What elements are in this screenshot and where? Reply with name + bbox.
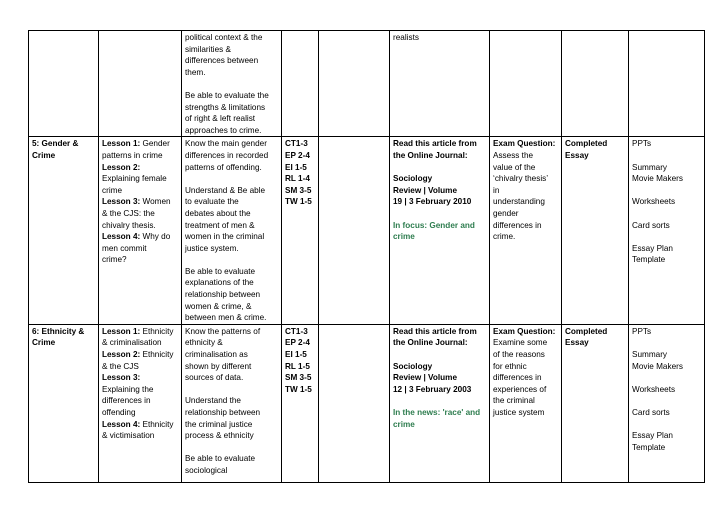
reading-line: 12 | 3 February 2003 [393,384,472,394]
homework-line: Essay [565,338,589,348]
reading-cell [390,324,490,482]
blank-cell [319,31,390,137]
lesson-line [102,384,178,396]
lesson-text: Why do [140,232,171,242]
skill-code: SM 3-5 [285,185,312,195]
lesson-text: patterns in crime [102,150,163,160]
exam-question-text [493,150,558,243]
exam-line: ‘chivalry thesis’ [493,174,549,184]
lesson-line [102,372,178,384]
objective-line: Understand & Be able [185,185,266,195]
lesson-line [102,430,178,442]
topic-line: 5: Gender & [32,139,79,149]
lesson-label: Lesson 1: [102,326,141,336]
lesson-line [102,361,178,373]
lesson-text: Ethnicity [140,350,174,360]
table-row-ethnicity [29,324,705,482]
objectives-para-1 [185,326,278,384]
reading-article-title [393,220,486,243]
lesson-line [102,162,178,174]
objective-line: criminalisation as [185,350,248,360]
topic-line: 6: Ethnicity & [32,326,85,336]
lesson-line [102,254,178,266]
reading-line: Sociology [393,361,433,371]
homework-line: Essay [565,150,589,160]
skill-code: CT1-3 [285,139,308,149]
resource-item: Movie Makers [632,361,683,371]
objectives-para-1 [185,138,278,173]
lesson-line [102,337,178,349]
skill-code: RL 1-5 [285,361,310,371]
lesson-line [102,349,178,361]
lesson-label: Lesson 4: [102,232,141,242]
skills-list [285,138,315,208]
reading-line: Sociology [393,174,433,184]
lesson-text: crime? [102,255,127,265]
resource-item: Summary [632,162,668,172]
skills-cell [282,31,319,137]
lesson-text: Explaining the [102,384,154,394]
objective-line: explanations of the [185,278,254,288]
topic-line: Crime [32,150,56,160]
exam-line: differences in [493,220,542,230]
resource-item: Movie Makers [632,174,683,184]
objective-line: Be able to evaluate [185,266,256,276]
reading-cell [390,137,490,325]
lesson-text: Ethnicity [140,419,174,429]
exam-cell [490,324,562,482]
lesson-text: & the CJS: the [102,208,155,218]
objectives-para-3 [185,453,278,476]
resource-item: Template [632,442,666,452]
objective-line: relationship between [185,290,261,300]
topic-cell [29,324,99,482]
exam-line: for ethnic [493,361,527,371]
objective-line: differences in recorded [185,150,269,160]
lesson-text: & criminalisation [102,338,162,348]
lesson-text: Explaining female [102,174,167,184]
exam-line: experiences of [493,384,547,394]
skill-code: EI 1-5 [285,162,307,172]
homework-text [565,138,625,161]
reading-line: 19 | 3 February 2010 [393,197,472,207]
lessons-cell [99,324,182,482]
lesson-line [102,231,178,243]
objective-line: debates about the [185,208,251,218]
skills-cell [282,324,319,482]
reading-line: crime [393,232,415,242]
lesson-line [102,138,178,150]
lesson-line [102,407,178,419]
resources-list [632,326,701,454]
reading-line: Read this article from [393,139,477,149]
lesson-line [102,220,178,232]
exam-line: differences in [493,373,542,383]
topic-cell [29,137,99,325]
resource-item: PPTs [632,139,652,149]
lesson-line [102,243,178,255]
resource-item: Essay Plan [632,431,673,441]
reading-line: Review | Volume [393,185,458,195]
resource-item: Summary [632,350,668,360]
exam-line: understanding [493,197,545,207]
objective-line: Be able to evaluate the [185,90,269,100]
homework-cell [562,137,629,325]
exam-line: of the reasons [493,350,545,360]
exam-line: crime. [493,232,516,242]
lesson-label: Lesson 4: [102,419,141,429]
homework-line: Completed [565,139,608,149]
lesson-text: Ethnicity [140,326,174,336]
objective-line: women in the criminal [185,232,265,242]
resources-cell [629,31,705,137]
resource-item: Worksheets [632,384,676,394]
exam-line: in [493,185,500,195]
objective-line: justice system. [185,243,239,253]
exam-line: Examine some [493,338,548,348]
reading-line: realists [393,33,419,42]
skills-cell [282,137,319,325]
lesson-line [102,196,178,208]
resource-item: Card sorts [632,220,670,230]
reading-line: Read this article from [393,326,477,336]
reading-cell [390,31,490,137]
objective-line: to evaluate the [185,197,239,207]
topic-title [32,138,95,161]
lessons-cell [99,31,182,137]
reading-line: Review | Volume [393,373,458,383]
table-row-gender [29,137,705,325]
objectives-para-2 [185,395,278,441]
topic-line: Crime [32,338,56,348]
lesson-text: & the CJS [102,361,139,371]
reading-article-title [393,407,486,430]
skill-code: CT1-3 [285,326,308,336]
objective-line: similarities & [185,44,231,54]
exam-question-text [493,337,558,418]
objective-line: Know the patterns of [185,326,261,336]
skill-code: EI 1-5 [285,350,307,360]
objective-line: strengths & limitations [185,102,266,112]
exam-label: Exam Question: [493,326,556,336]
reading-line: In focus: Gender and [393,220,475,230]
exam-line: the criminal [493,396,535,406]
lessons-cell [99,137,182,325]
topic-cell [29,31,99,137]
objective-line: relationship between [185,408,261,417]
resources-list [632,138,701,266]
exam-cell [490,31,562,137]
resource-item: Essay Plan [632,243,673,253]
homework-line: Completed [565,326,608,336]
objective-line: Understand the [185,396,241,406]
scheme-of-work-table [28,30,705,483]
homework-text [565,326,625,349]
reading-line: the Online Journal: [393,150,468,160]
reading-line: the Online Journal: [393,338,468,348]
objectives-para-3 [185,266,278,324]
lesson-label: Lesson 3: [102,197,141,207]
lesson-text: & victimisation [102,431,155,441]
objectives-cell [182,137,282,325]
exam-line: Assess the [493,150,534,160]
objective-line: patterns of offending. [185,162,262,172]
lesson-text: men commit [102,243,147,253]
objective-line: political context & the [185,33,263,42]
objectives-cell [182,324,282,482]
exam-line: justice system [493,408,545,417]
skill-code: TW 1-5 [285,197,312,207]
objective-line: them. [185,67,206,77]
objective-line: differences between [185,56,259,66]
objective-line: between men & crime. [185,313,267,323]
homework-cell [562,324,629,482]
objective-line: women & crime, & [185,301,252,311]
reading-line: In the news: 'race' and [393,408,481,417]
resource-item: Worksheets [632,197,676,207]
skill-code: EP 2-4 [285,150,310,160]
lessons-list [102,138,178,266]
objective-line: of right & left realist [185,114,256,124]
lessons-list [102,326,178,442]
reading-line: crime [393,419,415,429]
resource-item: Template [632,255,666,265]
lesson-line [102,173,178,185]
lesson-line [102,185,178,197]
objectives-para-2 [185,90,278,136]
objectives-para-2 [185,185,278,255]
objective-line: sociological [185,465,228,475]
objective-line: approaches to crime. [185,125,262,135]
lesson-line [102,150,178,162]
reading-source [393,173,486,208]
objective-line: sources of data. [185,373,244,383]
lesson-label: Lesson 3: [102,373,141,383]
blank-cell [319,137,390,325]
lesson-label: Lesson 2: [102,350,141,360]
exam-cell [490,137,562,325]
resources-cell [629,137,705,325]
objectives-cell [182,31,282,137]
exam-line: value of the [493,162,536,172]
blank-cell [319,324,390,482]
objective-line: shown by different [185,361,252,371]
lesson-text: differences in [102,396,151,406]
objectives-para-1 [185,32,278,78]
skill-code: SM 3-5 [285,373,312,383]
lesson-label: Lesson 2: [102,162,141,172]
reading-source [393,361,486,396]
skill-code: RL 1-4 [285,174,310,184]
lesson-label: Lesson 1: [102,139,141,149]
lesson-line [102,208,178,220]
objective-line: Be able to evaluate [185,454,256,464]
skill-code: EP 2-4 [285,338,310,348]
exam-label: Exam Question: [493,139,556,149]
resources-cell [629,324,705,482]
lesson-text: Women [140,197,171,207]
topic-title [32,326,95,349]
lesson-text: crime [102,185,123,195]
skill-code: TW 1-5 [285,384,312,394]
skills-list [285,326,315,396]
reading-heading [393,138,486,161]
lesson-text: Gender [140,139,170,149]
objective-line: Know the main gender [185,139,267,149]
lesson-line [102,326,178,338]
objective-line: the criminal justice [185,419,253,429]
reading-heading [393,326,486,349]
objective-line: ethnicity & [185,338,223,348]
table-row-continued [29,31,705,137]
homework-cell [562,31,629,137]
lesson-line [102,395,178,407]
objective-line: process & ethnicity [185,431,254,441]
lesson-line [102,419,178,431]
resource-item: PPTs [632,326,652,336]
exam-line: gender [493,208,519,218]
reading-text [393,32,486,44]
lesson-text: offending [102,408,136,417]
resource-item: Card sorts [632,408,670,417]
lesson-text: chivalry thesis. [102,220,156,230]
objective-line: treatment of men & [185,220,255,230]
